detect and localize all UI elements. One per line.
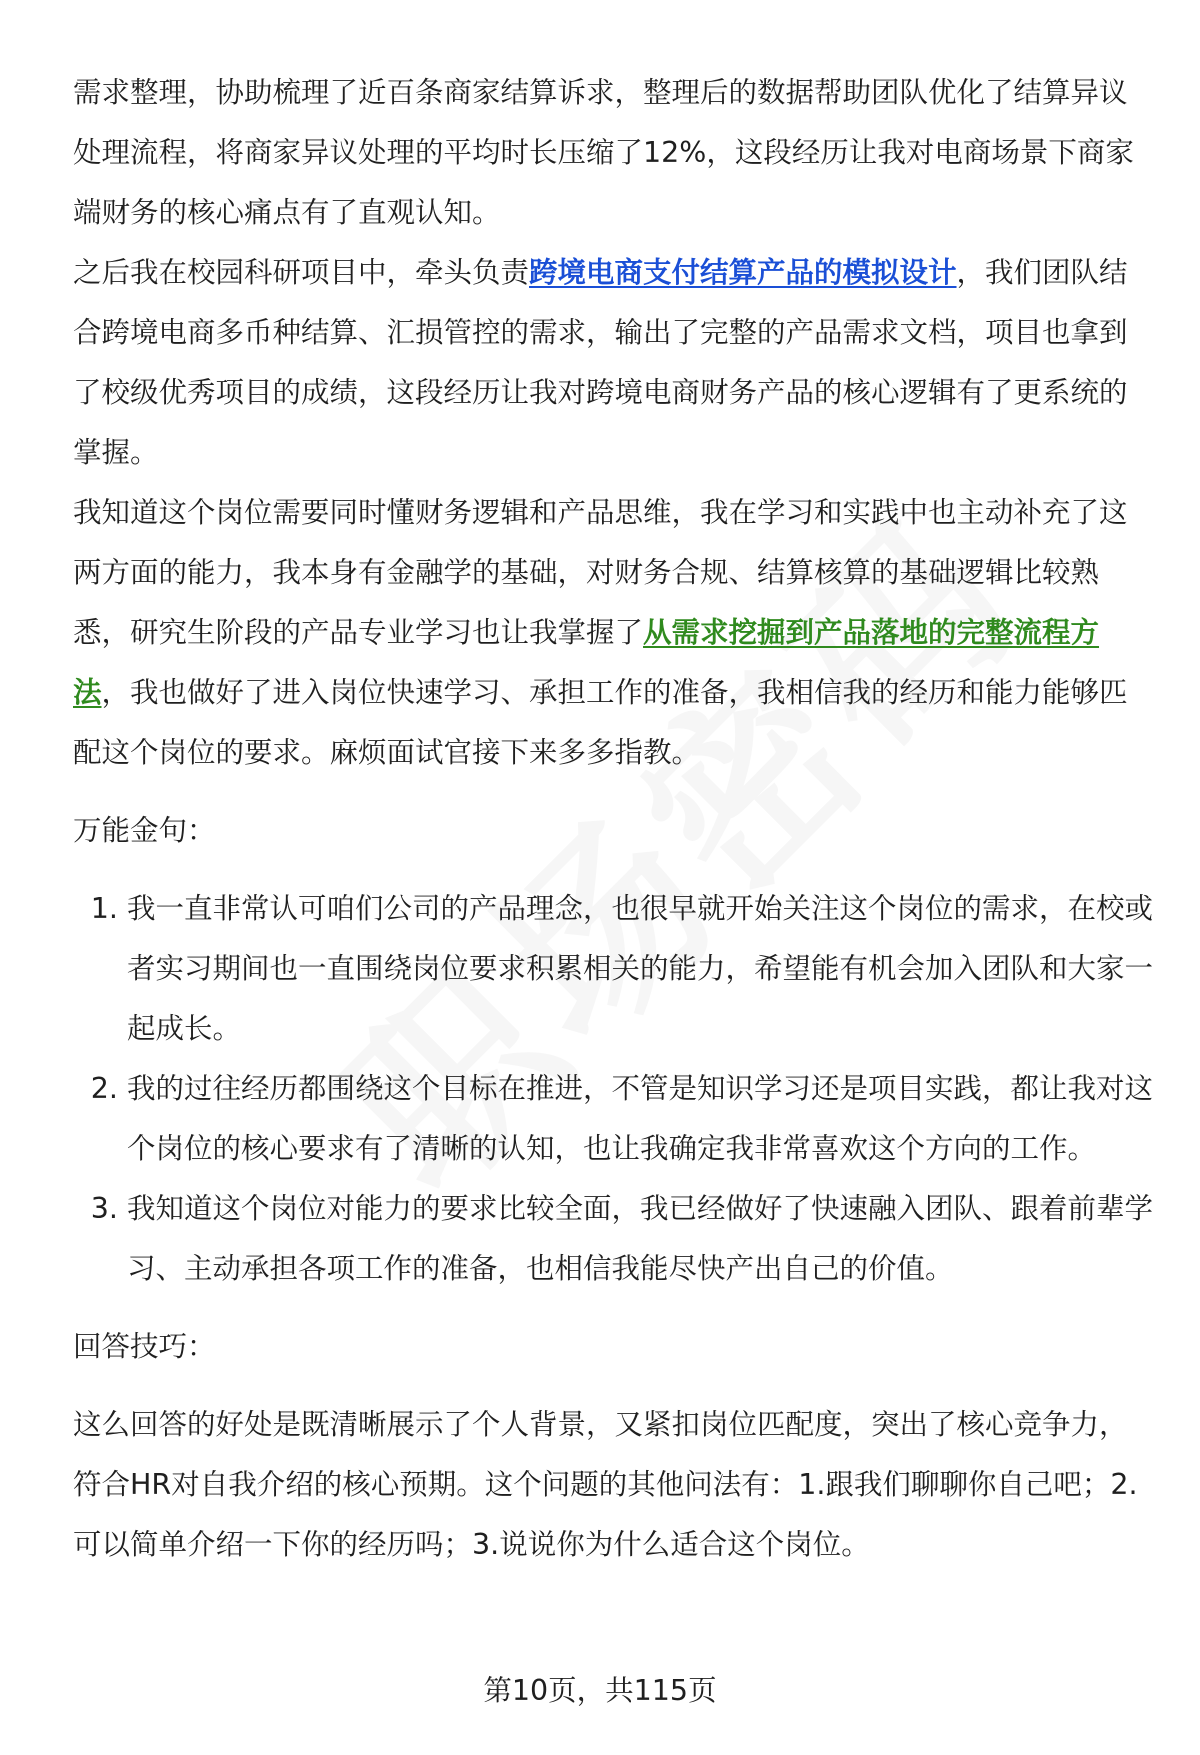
paragraph-merchant-settlement: 需求整理，协助梳理了近百条商家结算诉求，整理后的数据帮助团队优化了结算异议处理流程，将商家异议处理的平均时长压缩了12%，这段经历让我对电商场景下商家端财务的核心痛点有了直观认知。	[73, 76, 1134, 229]
paragraph-text: ，我也做好了进入岗位快速学习、承担工作的准备，我相信我的经历和能力能够匹配这个岗位的要求。麻烦面试官接下来多多指教。	[73, 676, 1128, 769]
tips-title: 回答技巧：	[73, 1330, 216, 1363]
tips-body: 这么回答的好处是既清晰展示了个人背景，又紧扣岗位匹配度，突出了核心竞争力，符合HR对自我介绍的核心预期。这个问题的其他问法有：1.跟我们聊聊你自己吧；2.可以简单介绍一下你的经历吗；3.说说你为什么适合这个岗位。	[73, 1408, 1138, 1561]
golden-sentences-title: 万能金句：	[73, 814, 216, 847]
paragraph-text: 之后我在校园科研项目中，牵头负责	[73, 256, 530, 289]
paragraph-text: ，我们团队结合跨境电商多币种结算、汇损管控的需求，输出了完整的产品需求文档，项目也拿到了校级优秀项目的成绩，这段经历让我对跨境电商财务产品的核心逻辑有了更系统的掌握。	[73, 256, 1128, 469]
golden-sentences-list	[73, 879, 1155, 1299]
paragraph-abilities	[73, 483, 1155, 783]
paragraph-research-project	[73, 243, 1155, 483]
document-body	[73, 63, 1155, 1575]
list-item: 3. 我知道这个岗位对能力的要求比较全面，我已经做好了快速融入团队、跟着前辈学习、主动承担各项工作的准备，也相信我能尽快产出自己的价值。	[127, 1179, 1155, 1299]
list-item: 1. 我一直非常认可咱们公司的产品理念，也很早就开始关注这个岗位的需求，在校或者实习期间也一直围绕岗位要求积累相关的能力，希望能有机会加入团队和大家一起成长。	[127, 879, 1155, 1059]
highlight-product-process: 从需求挖掘到产品落地的完整流程方法	[73, 616, 1100, 709]
list-item: 2. 我的过往经历都围绕这个目标在推进，不管是知识学习还是项目实践，都让我对这个岗位的核心要求有了清晰的认知，也让我确定我非常喜欢这个方向的工作。	[127, 1059, 1155, 1179]
page-number: 第10页，共115页	[483, 1674, 717, 1707]
highlight-cross-border-product: 跨境电商支付结算产品的模拟设计	[529, 256, 957, 289]
paragraph-text: 我知道这个岗位需要同时懂财务逻辑和产品思维，我在学习和实践中也主动补充了这两方面的能力，我本身有金融学的基础，对财务合规、结算核算的基础逻辑比较熟悉，研究生阶段的产品专业学习也让我掌握了	[73, 496, 1128, 649]
